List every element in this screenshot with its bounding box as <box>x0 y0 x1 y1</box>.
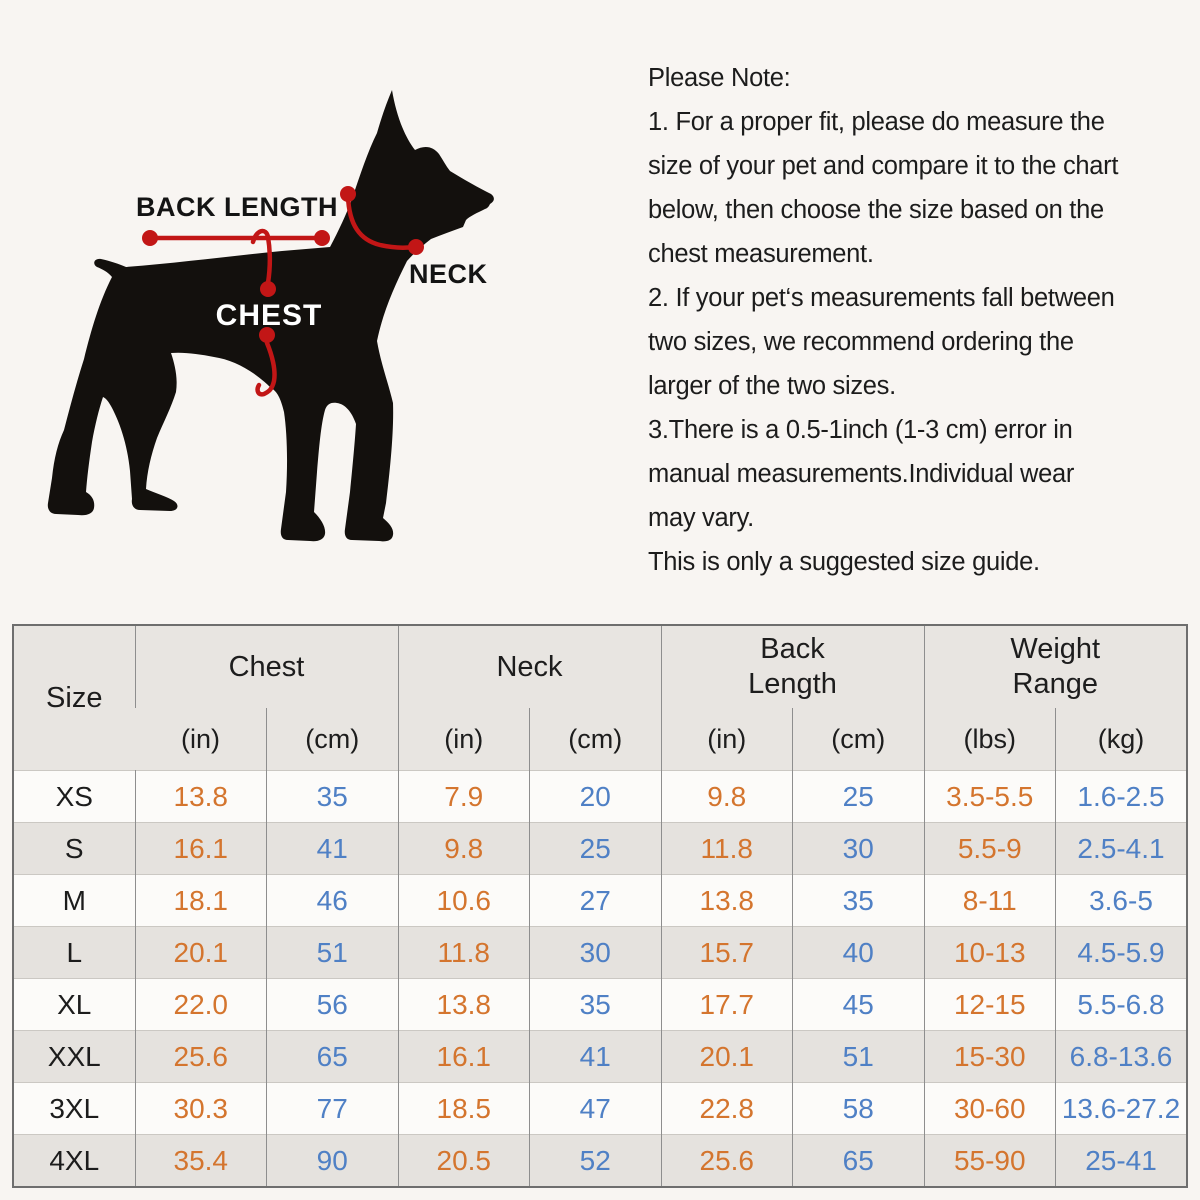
group-label: Weight Range <box>1010 633 1101 700</box>
note-line: below, then choose the size based on the <box>648 196 1104 224</box>
value-cell: 30-60 <box>924 1083 1056 1135</box>
value-cell: 30 <box>793 823 925 875</box>
table-row <box>13 771 1187 823</box>
value-cell: 65 <box>793 1135 925 1188</box>
table-row <box>13 1135 1187 1188</box>
value-cell: 25 <box>793 771 925 823</box>
size-cell: 3XL <box>49 1092 100 1124</box>
value-cell: 2.5-4.1 <box>1056 823 1188 875</box>
table-row <box>13 823 1187 875</box>
size-cell: M <box>62 884 86 916</box>
unit-header: (lbs) <box>924 708 1056 771</box>
value-cell: 25.6 <box>135 1031 267 1083</box>
value-cell: 65 <box>267 1031 399 1083</box>
value-cell: 25-41 <box>1056 1135 1188 1188</box>
note-line: This is only a suggested size guide. <box>648 548 1040 576</box>
value-cell: 13.6-27.2 <box>1056 1083 1188 1135</box>
size-table <box>12 624 1188 1188</box>
value-cell: 58 <box>793 1083 925 1135</box>
value-cell: 4.5-5.9 <box>1056 927 1188 979</box>
neck-label: NECK <box>409 259 488 289</box>
value-cell: 45 <box>793 979 925 1031</box>
value-cell: 11.8 <box>398 927 530 979</box>
size-chart <box>12 624 1188 1188</box>
value-cell: 20 <box>530 771 662 823</box>
value-cell: 55-90 <box>924 1135 1056 1188</box>
value-cell: 41 <box>530 1031 662 1083</box>
value-cell: 12-15 <box>924 979 1056 1031</box>
dog-measurement-diagram <box>0 0 620 620</box>
value-cell: 35 <box>793 875 925 927</box>
value-cell: 25 <box>530 823 662 875</box>
value-cell: 15-30 <box>924 1031 1056 1083</box>
unit-header: (cm) <box>267 708 399 771</box>
neck-group-header <box>398 625 661 708</box>
group-label: Neck <box>496 650 563 683</box>
value-cell: 9.8 <box>398 823 530 875</box>
value-cell: 17.7 <box>661 979 793 1031</box>
value-cell: 20.5 <box>398 1135 530 1188</box>
back-length-measure <box>142 230 330 246</box>
chest-group-header <box>135 625 398 708</box>
table-row <box>13 1083 1187 1135</box>
value-cell: 56 <box>267 979 399 1031</box>
value-cell: 41 <box>267 823 399 875</box>
weight-range-group-header <box>924 625 1187 708</box>
value-cell: 20.1 <box>661 1031 793 1083</box>
note-line: 2. If your pet‘s measurements fall between <box>648 284 1115 312</box>
unit-header: (in) <box>135 708 267 771</box>
note-line: Please Note: <box>648 64 791 92</box>
note-line: manual measurements.Individual wear <box>648 460 1075 488</box>
value-cell: 90 <box>267 1135 399 1188</box>
value-cell: 10.6 <box>398 875 530 927</box>
value-cell: 77 <box>267 1083 399 1135</box>
value-cell: 5.5-6.8 <box>1056 979 1188 1031</box>
value-cell: 18.1 <box>135 875 267 927</box>
note-line: larger of the two sizes. <box>648 372 896 400</box>
chest-label: CHEST <box>215 299 323 332</box>
size-table-body <box>13 771 1187 1188</box>
size-cell: S <box>64 832 84 864</box>
note-line: 3.There is a 0.5-1inch (1-3 cm) error in <box>648 416 1073 444</box>
value-cell: 9.8 <box>661 771 793 823</box>
table-group-header-row <box>13 625 1187 708</box>
value-cell: 30.3 <box>135 1083 267 1135</box>
unit-header: (cm) <box>530 708 662 771</box>
table-row <box>13 875 1187 927</box>
back-length-group-header <box>661 625 924 708</box>
note-line: 1. For a proper fit, please do measure the <box>648 108 1105 136</box>
value-cell: 15.7 <box>661 927 793 979</box>
please-note-block <box>648 56 1188 584</box>
value-cell: 52 <box>530 1135 662 1188</box>
value-cell: 51 <box>267 927 399 979</box>
unit-header: (in) <box>661 708 793 771</box>
size-cell: L <box>66 936 83 968</box>
value-cell: 3.5-5.5 <box>924 771 1056 823</box>
value-cell: 8-11 <box>924 875 1056 927</box>
value-cell: 3.6-5 <box>1056 875 1188 927</box>
value-cell: 22.0 <box>135 979 267 1031</box>
value-cell: 47 <box>530 1083 662 1135</box>
value-cell: 6.8-13.6 <box>1056 1031 1188 1083</box>
value-cell: 30 <box>530 927 662 979</box>
value-cell: 11.8 <box>661 823 793 875</box>
value-cell: 7.9 <box>398 771 530 823</box>
value-cell: 40 <box>793 927 925 979</box>
unit-header: (in) <box>398 708 530 771</box>
value-cell: 16.1 <box>398 1031 530 1083</box>
value-cell: 5.5-9 <box>924 823 1056 875</box>
value-cell: 35 <box>530 979 662 1031</box>
value-cell: 13.8 <box>661 875 793 927</box>
value-cell: 35.4 <box>135 1135 267 1188</box>
size-cell: XXL <box>47 1040 101 1072</box>
value-cell: 13.8 <box>398 979 530 1031</box>
back-length-label: BACK LENGTH <box>136 192 338 222</box>
unit-header: (cm) <box>793 708 925 771</box>
value-cell: 18.5 <box>398 1083 530 1135</box>
size-cell: 4XL <box>49 1144 100 1176</box>
value-cell: 10-13 <box>924 927 1056 979</box>
table-row <box>13 1031 1187 1083</box>
value-cell: 1.6-2.5 <box>1056 771 1188 823</box>
size-cell: XS <box>55 780 93 812</box>
value-cell: 27 <box>530 875 662 927</box>
value-cell: 35 <box>267 771 399 823</box>
size-cell: XL <box>57 988 92 1020</box>
value-cell: 22.8 <box>661 1083 793 1135</box>
size-column-header: Size <box>13 625 135 771</box>
unit-header: (kg) <box>1056 708 1188 771</box>
value-cell: 25.6 <box>661 1135 793 1188</box>
value-cell: 46 <box>267 875 399 927</box>
value-cell: 13.8 <box>135 771 267 823</box>
value-cell: 16.1 <box>135 823 267 875</box>
value-cell: 20.1 <box>135 927 267 979</box>
note-line: chest measurement. <box>648 240 874 268</box>
note-line: may vary. <box>648 504 754 532</box>
value-cell: 51 <box>793 1031 925 1083</box>
group-label: Chest <box>228 650 305 683</box>
note-line: two sizes, we recommend ordering the <box>648 328 1074 356</box>
group-label: Back Length <box>748 633 837 700</box>
table-row <box>13 979 1187 1031</box>
note-line: size of your pet and compare it to the chart <box>648 152 1119 180</box>
table-row <box>13 927 1187 979</box>
table-unit-header-row <box>13 708 1187 771</box>
